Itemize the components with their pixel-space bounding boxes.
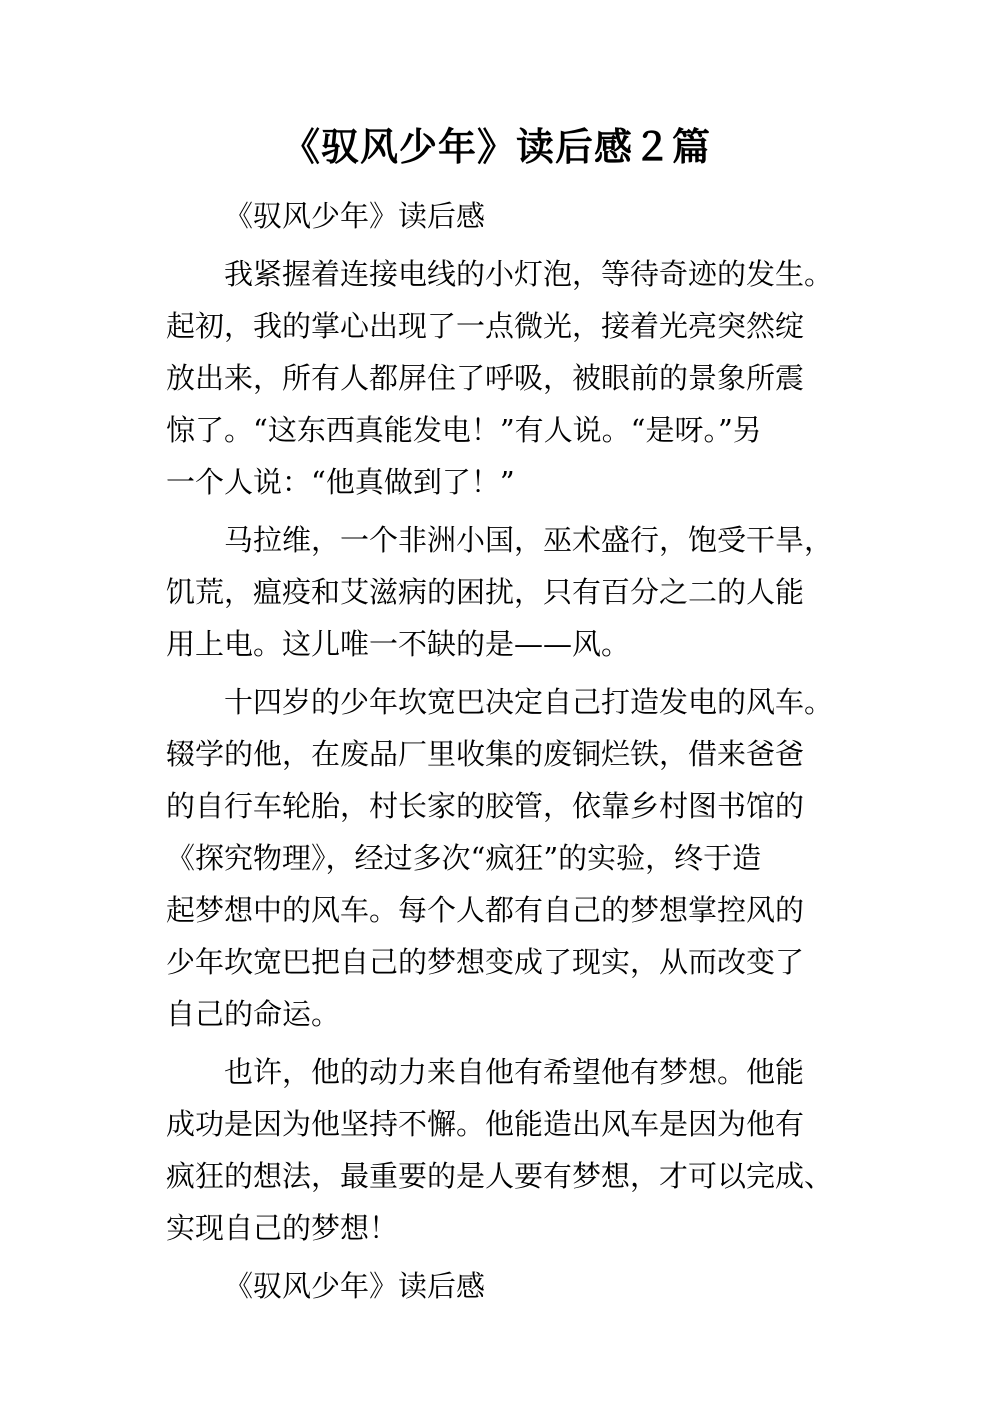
paragraph-line: 辍学的他，在废品厂里收集的废铜烂铁，借来爸爸 (166, 737, 805, 771)
document-body (166, 190, 846, 1312)
paragraph-line: 一个人说：“他真做到了！” (166, 465, 515, 499)
subheading (166, 1260, 846, 1312)
paragraph-line: 自己的命运。 (166, 997, 341, 1031)
paragraph-line: 《探究物理》，经过多次“疯狂”的实验，终于造 (166, 841, 762, 875)
paragraph-line: 用上电。这儿唯一不缺的是——风。 (166, 627, 631, 661)
paragraph-line: 成功是因为他坚持不懈。他能造出风车是因为他有 (166, 1107, 805, 1141)
paragraph-line: 起初，我的掌心出现了一点微光，接着光亮突然绽 (166, 309, 805, 343)
paragraph-line: 的自行车轮胎，村长家的胶管，依靠乡村图书馆的 (166, 789, 805, 823)
paragraph (166, 248, 846, 508)
subheading-line: 《驭风少年》读后感 (224, 1269, 486, 1303)
paragraph-line: 少年坎宽巴把自己的梦想变成了现实，从而改变了 (166, 945, 805, 979)
paragraph-line: 实现自己的梦想！ (166, 1211, 399, 1245)
paragraph-line: 马拉维，一个非洲小国，巫术盛行，饱受干旱， (224, 523, 834, 557)
paragraph-line: 我紧握着连接电线的小灯泡，等待奇迹的发生。 (224, 257, 834, 291)
paragraph-line: 放出来，所有人都屏住了呼吸，被眼前的景象所震 (166, 361, 805, 395)
document-title: 《驭风少年》读后感２篇 (281, 125, 711, 169)
paragraph-line: 疯狂的想法，最重要的是人要有梦想，才可以完成、 (166, 1159, 834, 1193)
paragraph (166, 1046, 846, 1254)
subheading (166, 190, 846, 242)
paragraph (166, 676, 846, 1040)
paragraph-line: 饥荒，瘟疫和艾滋病的困扰，只有百分之二的人能 (166, 575, 805, 609)
paragraph-line: 惊了。“这东西真能发电！”有人说。“是呀。”另 (166, 413, 762, 447)
paragraph-line: 起梦想中的风车。每个人都有自己的梦想掌控风的 (166, 893, 805, 927)
paragraph-line: 也许，他的动力来自他有希望他有梦想。他能 (224, 1055, 805, 1089)
paragraph-line: 十四岁的少年坎宽巴决定自己打造发电的风车。 (224, 685, 834, 719)
paragraph (166, 514, 846, 670)
subheading-line: 《驭风少年》读后感 (224, 199, 486, 233)
